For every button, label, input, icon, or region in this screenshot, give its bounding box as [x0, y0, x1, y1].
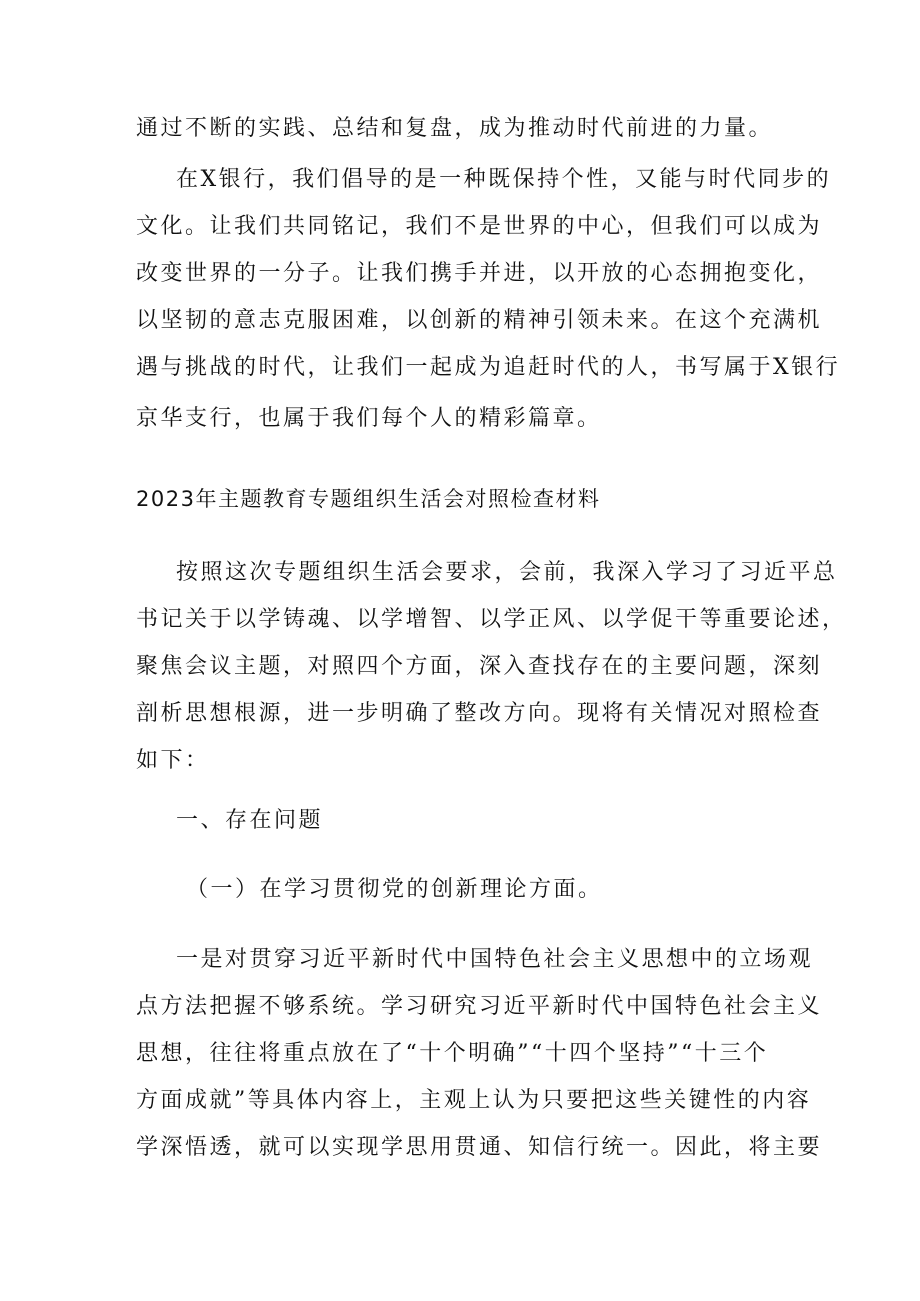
paragraph-line: 如下：	[136, 748, 210, 773]
paragraph-line: 方面成就”等具体内容上，主观上认为只要把这些关键性的内容	[136, 1088, 812, 1113]
paragraph-line: 通过不断的实践、总结和复盘，成为推动时代前进的力量。	[136, 116, 774, 141]
paragraph-line: 文化。让我们共同铭记，我们不是世界的中心，但我们可以成为	[136, 214, 823, 239]
paragraph-line: 按照这次专题组织生活会要求，会前，我深入学习了习近平总	[176, 560, 838, 585]
paragraph-line: 学深悟透，就可以实现学思用贯通、知信行统一。因此，将主要	[136, 1135, 823, 1160]
paragraph-line: 在X银行，我们倡导的是一种既保持个性，又能与时代同步的	[176, 167, 832, 192]
paragraph-line: 遇与挑战的时代，让我们一起成为追赶时代的人，书写属于X银行	[136, 355, 841, 380]
subsection-heading: （一）在学习贯彻党的创新理论方面。	[186, 877, 603, 902]
paragraph-line: 京华支行，也属于我们每个人的精彩篇章。	[136, 406, 602, 431]
paragraph-line: 一是对贯穿习近平新时代中国特色社会主义思想中的立场观	[176, 947, 814, 972]
paragraph-line: 以坚韧的意志克服困难，以创新的精神引领未来。在这个充满机	[136, 308, 823, 333]
paragraph-line: 剖析思想根源，进一步明确了整改方向。现将有关情况对照检查	[136, 701, 823, 726]
paragraph-line: 点方法把握不够系统。学习研究习近平新时代中国特色社会主义	[136, 994, 823, 1019]
paragraph-line: 思想，往往将重点放在了“十个明确”“十四个坚持”“十三个	[136, 1041, 769, 1066]
paragraph-line: 改变世界的一分子。让我们携手并进，以开放的心态拥抱变化，	[136, 261, 823, 286]
section-heading: 一、存在问题	[176, 808, 324, 833]
paragraph-line: 聚焦会议主题，对照四个方面，深入查找存在的主要问题，深刻	[136, 654, 823, 679]
paragraph-line: 书记关于以学铸魂、以学增智、以学正风、以学促干等重要论述，	[136, 607, 847, 632]
document-title: 2023年主题教育专题组织生活会对照检查材料	[136, 487, 601, 511]
